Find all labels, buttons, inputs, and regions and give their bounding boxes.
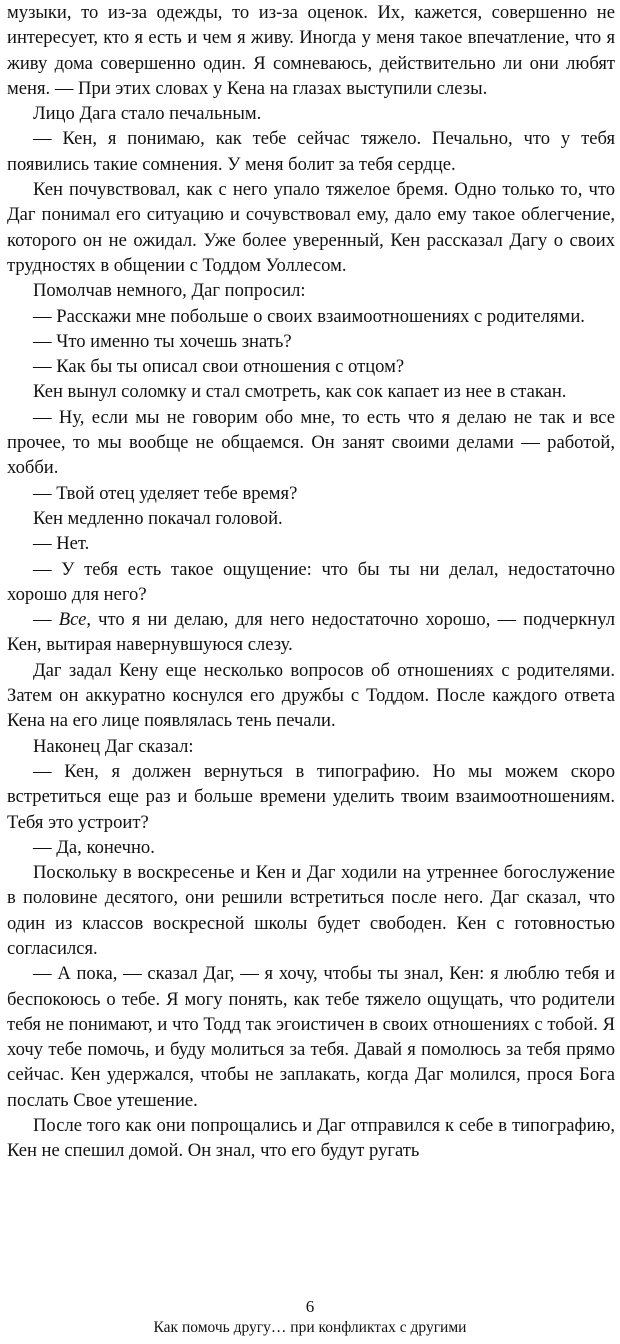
paragraph: — Расскажи мне побольше о своих взаимоотношениях с родителями. [33, 305, 585, 327]
paragraph: — Кен, я должен вернуться в типографию. Но мы можем скоро встретиться еще раз и больше времени уделить твоим взаимоотношениям. Тебя это устроит? [7, 760, 615, 833]
paragraph: — Нет. [33, 533, 90, 555]
paragraph: — Кен, я понимаю, как тебе сейчас тяжело. Печально, что у тебя появились такие сомнения. У меня болит за тебя сердце. [7, 128, 615, 175]
paragraph: — Да, конечно. [33, 836, 155, 858]
paragraph: Кен почувствовал, как с него упало тяжелое бремя. Одно только то, что Даг понимал его ситуацию и сочувствовал ему, дало ему такое облегчение, которого он не ожидал. Уже более уверенный, Кен рассказал Дагу о своих трудностях в общении с Тоддом Уоллесом. [7, 179, 615, 276]
paragraph: После того как они попрощались и Даг отправился к себе в типографию, Кен не спешил домой. Он знал, что его будут ругать [7, 1115, 615, 1162]
body-text [7, 0, 615, 1164]
dash: — [33, 609, 59, 631]
paragraph: Кен медленно покачал головой. [33, 507, 283, 529]
paragraph: Поскольку в воскресенье и Кен и Даг ходили на утреннее богослужение в половине десятого, они решили встретиться после него. Даг сказал, что один из классов воскресной школы будет свободен. Кен с готовностью согласился. [7, 862, 615, 959]
paragraph: — Что именно ты хочешь знать? [33, 330, 292, 352]
paragraph: — У тебя есть такое ощущение: что бы ты ни делал, недостаточно хорошо для него? [7, 558, 615, 605]
paragraph: — Ну, если мы не говорим обо мне, то есть что я делаю не так и все прочее, то мы вообще не общаемся. Он занят своими делами — работой, хобби. [7, 406, 615, 479]
paragraph-rest: , что я ни делаю, для него недостаточно хорошо, — подчеркнул Кен, вытирая навернувшуюся слезу. [7, 609, 616, 656]
paragraph: Помолчав немного, Даг попросил: [33, 280, 306, 302]
paragraph: Даг задал Кену еще несколько вопросов об отношениях с родителями. Затем он аккуратно коснулся его дружбы с Тоддом. После каждого ответа Кена на его лице появлялась тень печали. [7, 659, 615, 732]
paragraph: музыки, то из-за одежды, то из-за оценок. Их, кажется, совершенно не интересует, кто я есть и чем я живу. Иногда у меня такое впечатление, что я живу дома совершенно один. Я сомневаюсь, действительно ли они любят меня. — При этих словах у Кена на глазах выступили слезы. [7, 2, 615, 99]
paragraph-italic-emphasis [7, 607, 615, 658]
paragraph: Кен вынул соломку и стал смотреть, как сок капает из нее в стакан. [33, 381, 567, 403]
running-footer-title: Как помочь другу… при конфликтах с другими [153, 1319, 467, 1336]
paragraph: Наконец Даг сказал: [33, 735, 194, 757]
paragraph: — Как бы ты описал свои отношения с отцом? [33, 356, 405, 378]
emphasis-word: Все [58, 609, 87, 631]
page-number: 6 [305, 1297, 315, 1316]
paragraph: Лицо Дага стало печальным. [33, 103, 262, 125]
paragraph: — Твой отец уделяет тебе время? [33, 482, 298, 504]
paragraph: — А пока, — сказал Даг, — я хочу, чтобы ты знал, Кен: я люблю тебя и беспокоюсь о тебе. Я могу понять, как тебе тяжело ощущать, что родители тебя не понимают, и что Тодд так эгоистичен в своих отношениях с тобой. Я хочу тебе помочь, и буду молиться за тебя. Давай я помолюсь за тебя прямо сейчас. Кен удержался, чтобы не заплакать, когда Даг молился, прося Бога послать Свое утешение. [7, 963, 615, 1111]
